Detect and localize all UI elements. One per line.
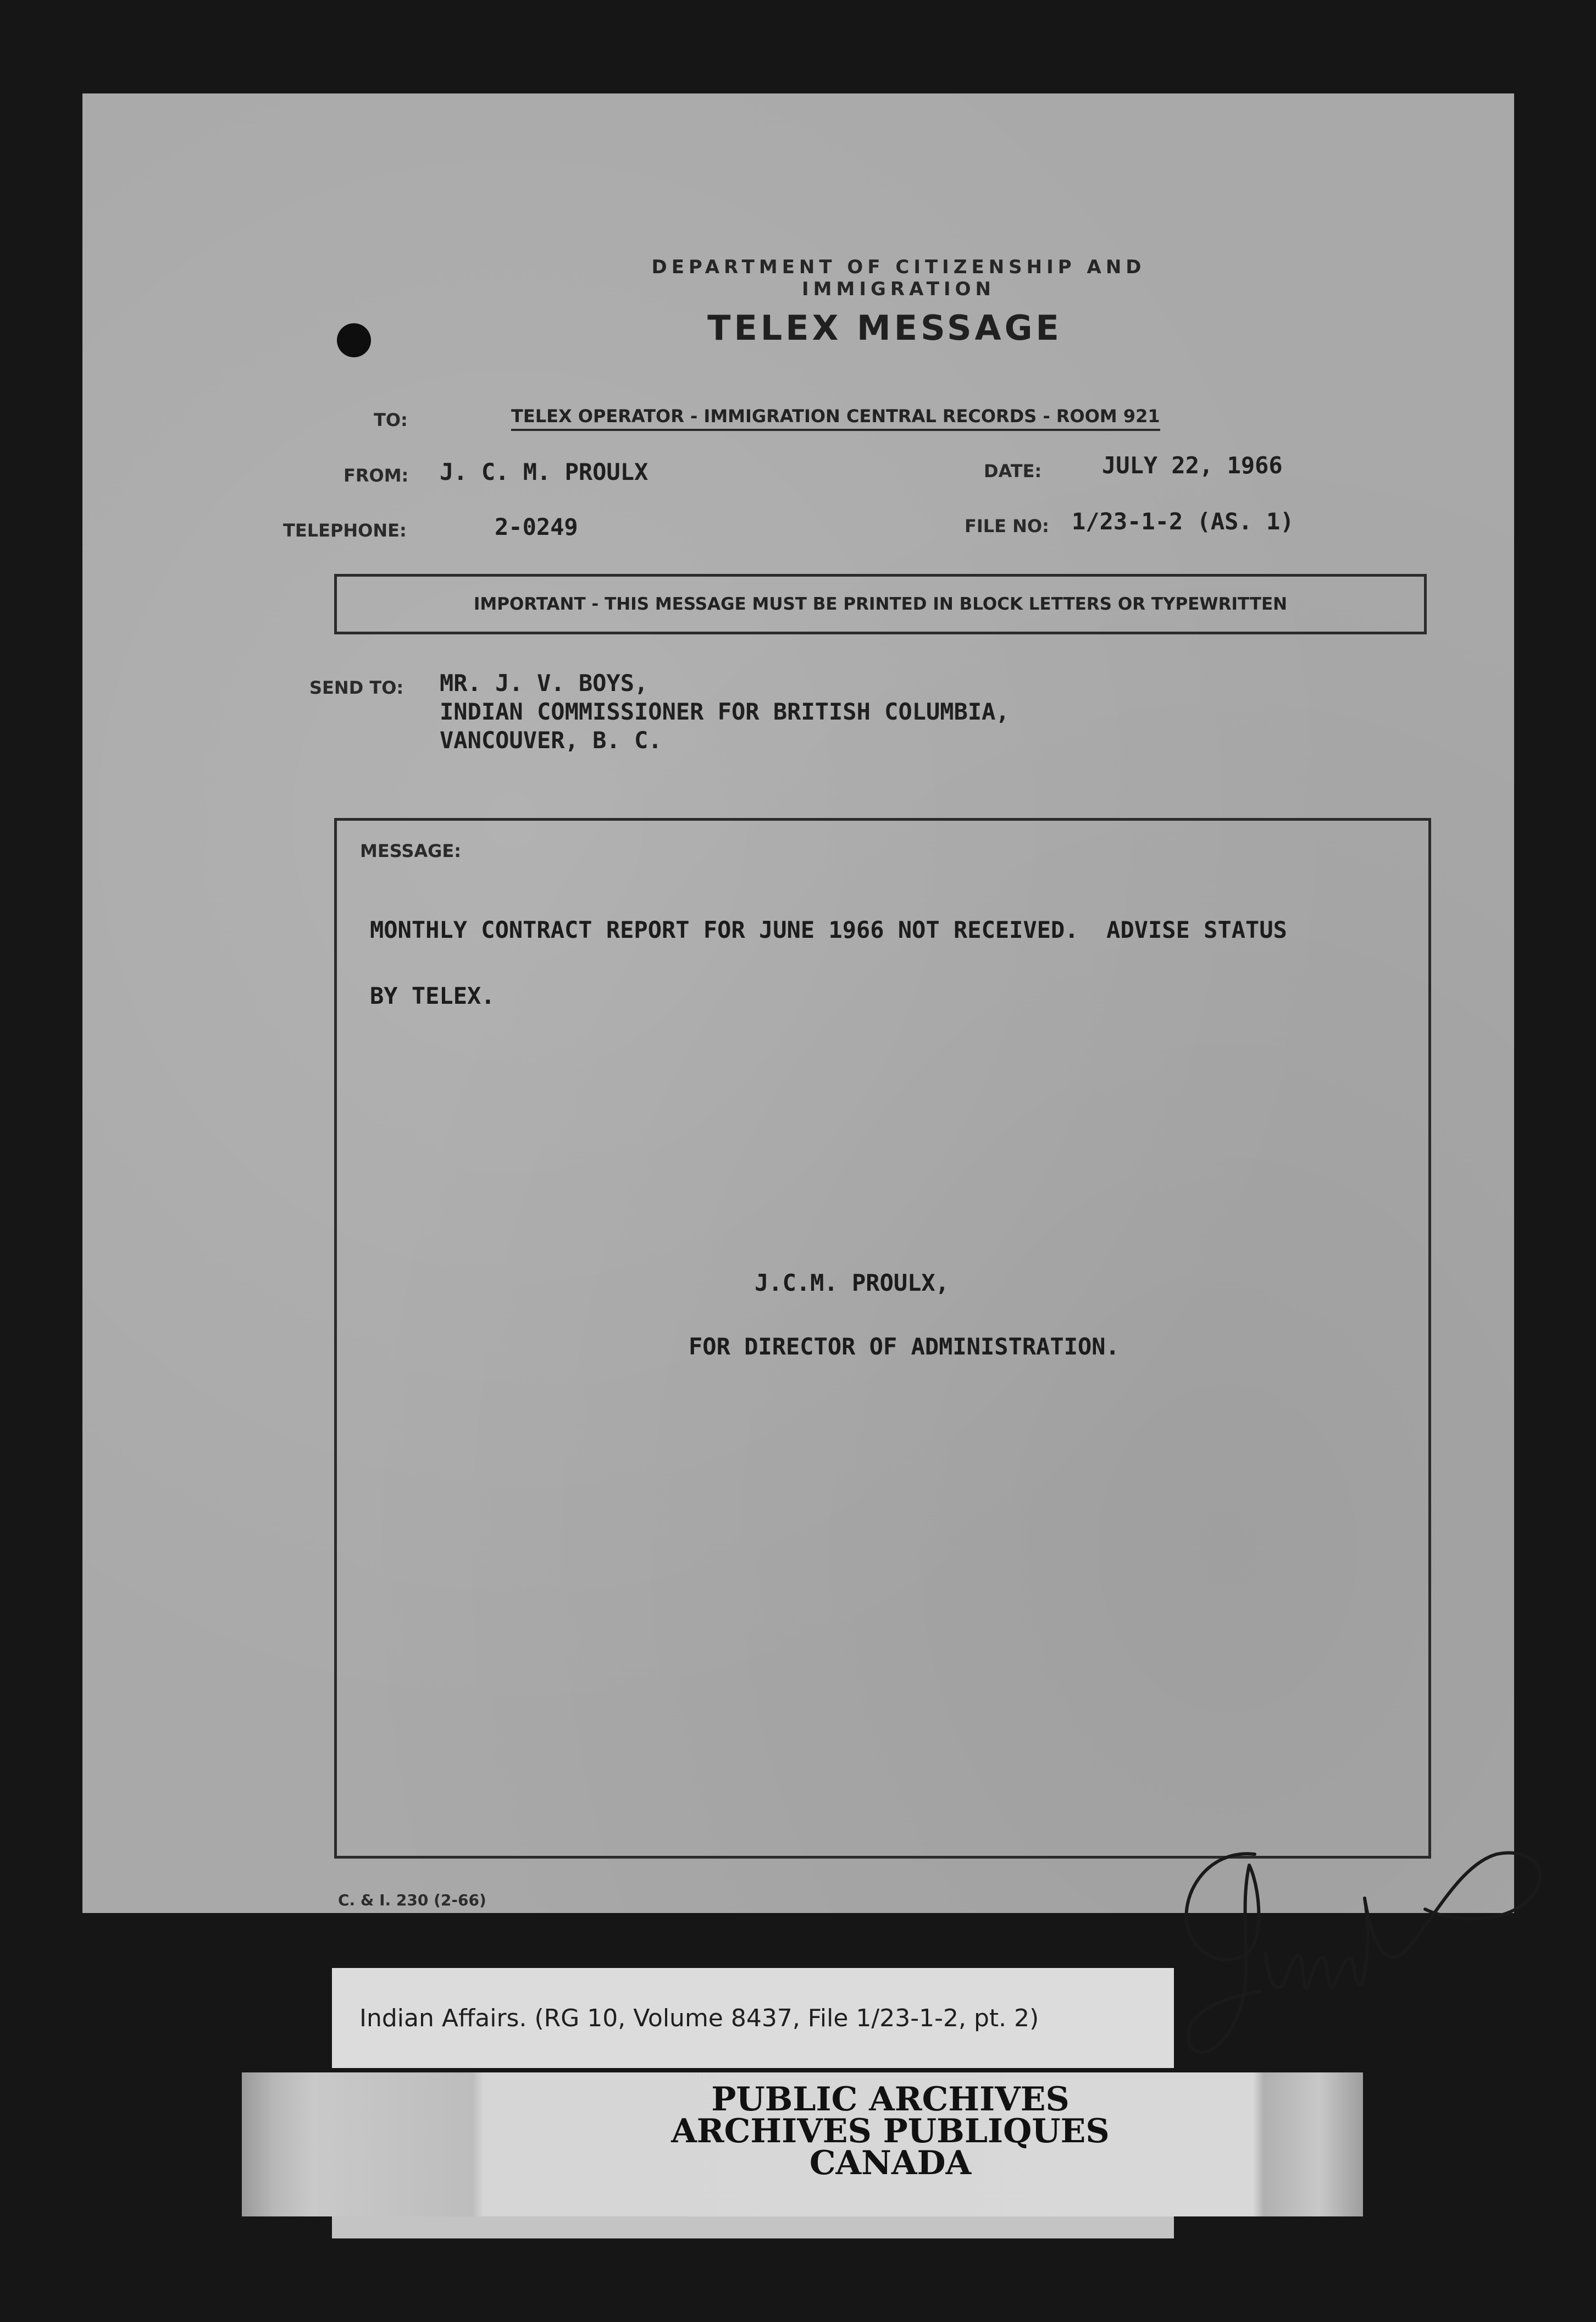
file-no-label: FILE NO: xyxy=(965,516,1049,537)
important-notice-box xyxy=(334,574,1427,634)
archive-stamp xyxy=(616,2080,1165,2182)
to-label: TO: xyxy=(374,410,408,430)
telephone-value: 2-0249 xyxy=(495,513,578,540)
date-label: DATE: xyxy=(984,461,1042,482)
archive-stamp-line: PUBLIC ARCHIVES xyxy=(711,2080,1069,2119)
file-no-value: 1/23-1-2 (AS. 1) xyxy=(1072,508,1294,535)
punch-hole xyxy=(337,323,371,357)
telex-form-sheet xyxy=(82,93,1514,1913)
department-heading: DEPARTMENT OF CITIZENSHIP AND IMMIGRATION xyxy=(651,256,1146,300)
signatory-title: FOR DIRECTOR OF ADMINISTRATION. xyxy=(689,1333,1120,1360)
form-code: C. & I. 230 (2-66) xyxy=(338,1891,486,1909)
important-notice: IMPORTANT - THIS MESSAGE MUST BE PRINTED IN BLOCK LETTERS OR TYPEWRITTEN xyxy=(473,594,1288,614)
date-value: JULY 22, 1966 xyxy=(1102,452,1283,479)
send-to-line: MR. J. V. BOYS, xyxy=(440,670,649,696)
archive-stamp-line: ARCHIVES PUBLIQUES xyxy=(671,2112,1110,2150)
message-box xyxy=(334,818,1431,1859)
message-line: BY TELEX. xyxy=(370,982,495,1009)
archive-reference: Indian Affairs. (RG 10, Volume 8437, File 1/23-1-2, pt. 2) xyxy=(359,2004,1039,2032)
signatory-name: J.C.M. PROULX, xyxy=(755,1269,950,1296)
archive-reference-slip xyxy=(332,1968,1174,2068)
archive-stamp-strip xyxy=(242,2072,1363,2216)
form-title: TELEX MESSAGE xyxy=(707,308,1062,348)
to-value: TELEX OPERATOR - IMMIGRATION CENTRAL RECORDS - ROOM 921 xyxy=(511,406,1160,431)
telephone-label: TELEPHONE: xyxy=(283,520,407,541)
from-value: J. C. M. PROULX xyxy=(440,458,649,485)
send-to-label: SEND TO: xyxy=(309,677,404,698)
message-label: MESSAGE: xyxy=(360,841,462,861)
archive-label-tab xyxy=(332,2216,1174,2238)
send-to-line: INDIAN COMMISSIONER FOR BRITISH COLUMBIA, xyxy=(440,698,1010,725)
archive-stamp-line: CANADA xyxy=(809,2144,972,2182)
from-label: FROM: xyxy=(343,465,409,486)
message-line: MONTHLY CONTRACT REPORT FOR JUNE 1966 NOT RECEIVED. ADVISE STATUS xyxy=(370,916,1287,943)
send-to-line: VANCOUVER, B. C. xyxy=(440,727,662,754)
